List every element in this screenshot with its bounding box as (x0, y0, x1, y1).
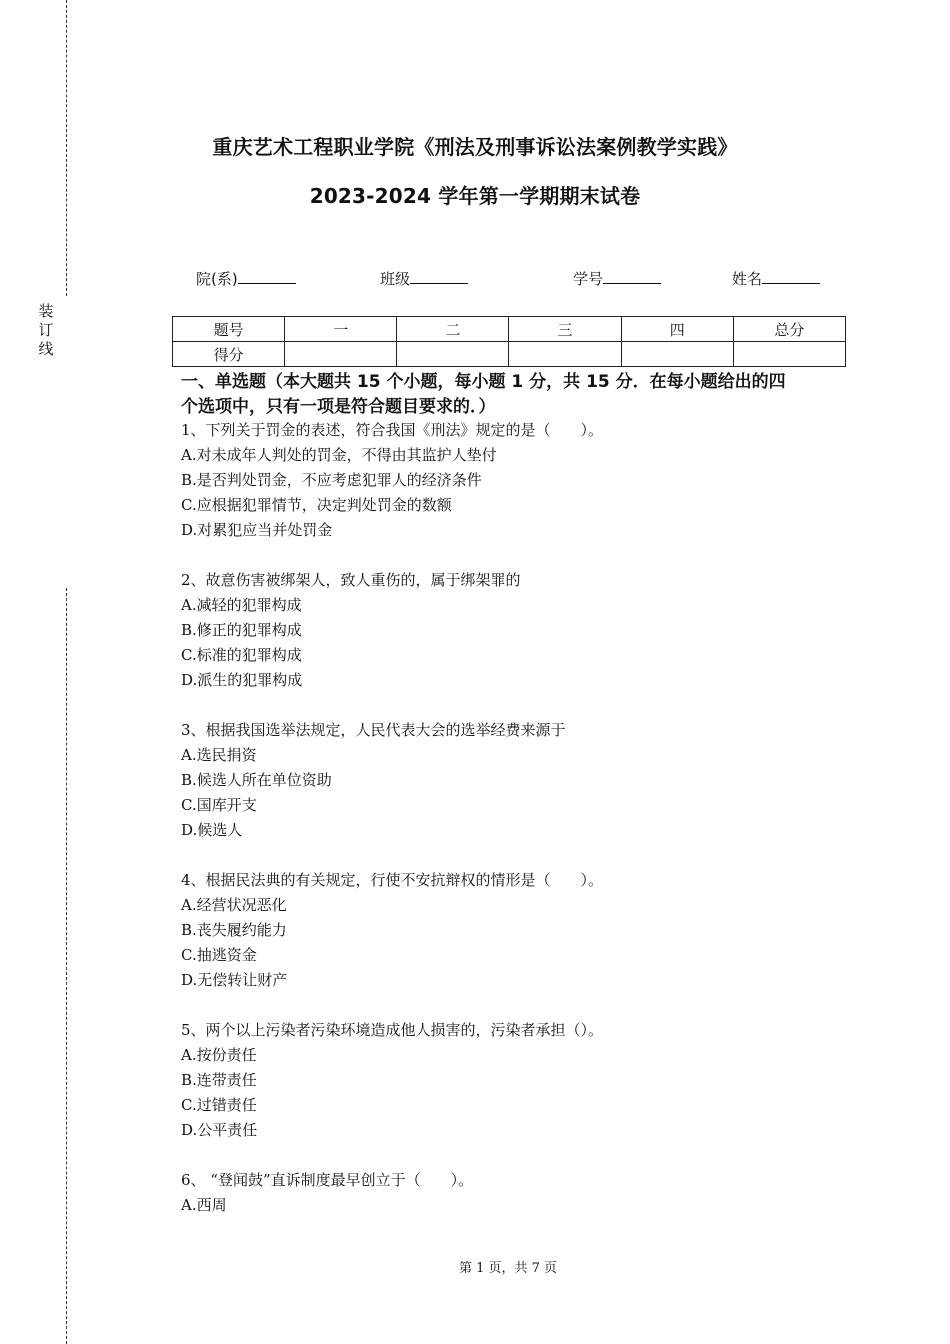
question-stem: 2、故意伤害被绑架人，致人重伤的，属于绑架罪的 (181, 571, 521, 589)
binding-label (36, 302, 56, 359)
score-table-cell: 一 (285, 317, 397, 342)
class-field (380, 268, 468, 289)
score-table-header-row (173, 317, 846, 342)
question-6 (181, 1168, 861, 1218)
score-entry-cell[interactable] (397, 342, 509, 367)
question-stem: 4、根据民法典的有关规定，行使不安抗辩权的情形是（ ）。 (181, 871, 604, 889)
score-table-score-row (173, 342, 846, 367)
name-field (732, 268, 820, 289)
question-5 (181, 1018, 861, 1143)
question-option: A.经营状况恶化 (181, 896, 287, 914)
student-info-row (0, 268, 950, 292)
college-blank[interactable] (238, 269, 296, 284)
student-id-blank[interactable] (603, 269, 661, 284)
page-footer: 第 1 页，共 7 页 (458, 1261, 558, 1276)
question-option: A.西周 (181, 1196, 227, 1214)
class-label: 班级 (380, 270, 411, 288)
question-option: C.国库开支 (181, 796, 257, 814)
score-entry-cell[interactable] (733, 342, 845, 367)
binding-char: 订 (38, 321, 54, 339)
binding-dashed-line-bottom (66, 588, 67, 1344)
college-field (196, 268, 296, 289)
college-label: 院(系) (196, 270, 238, 288)
question-option: A.对未成年人判处的罚金，不得由其监护人垫付 (181, 446, 497, 464)
score-table-cell: 二 (397, 317, 509, 342)
binding-char: 线 (38, 340, 54, 358)
section-heading-line: 一、单选题（本大题共 15 个小题，每小题 1 分，共 15 分．在每小题给出的四 (181, 372, 786, 392)
binding-char: 装 (38, 302, 54, 320)
question-option: B.连带责任 (181, 1071, 257, 1089)
exam-title-line2: 2023-2024 学年第一学期期末试卷 (309, 184, 641, 208)
question-stem: 3、根据我国选举法规定，人民代表大会的选举经费来源于 (181, 721, 566, 739)
question-4 (181, 868, 861, 993)
question-1 (181, 418, 861, 543)
score-table-cell: 得分 (173, 342, 285, 367)
question-2 (181, 568, 861, 693)
question-option: D.对累犯应当并处罚金 (181, 521, 333, 539)
score-table-cell: 四 (621, 317, 733, 342)
score-entry-cell[interactable] (285, 342, 397, 367)
exam-title-line1: 重庆艺术工程职业学院《刑法及刑事诉讼法案例教学实践》 (212, 135, 738, 159)
question-stem: 1、下列关于罚金的表述，符合我国《刑法》规定的是（ ）。 (181, 421, 604, 439)
class-blank[interactable] (410, 269, 468, 284)
question-option: C.过错责任 (181, 1096, 257, 1114)
section-heading-line: 个选项中，只有一项是符合题目要求的．） (181, 397, 496, 417)
question-option: D.派生的犯罪构成 (181, 671, 303, 689)
score-table-cell: 总分 (733, 317, 845, 342)
question-option: B.候选人所在单位资助 (181, 771, 332, 789)
score-entry-cell[interactable] (509, 342, 621, 367)
score-entry-cell[interactable] (621, 342, 733, 367)
question-option: A.按份责任 (181, 1046, 257, 1064)
question-stem: 5、两个以上污染者污染环境造成他人损害的，污染者承担（）。 (181, 1021, 604, 1039)
question-option: D.公平责任 (181, 1121, 258, 1139)
question-stem: 6、 “登闻鼓”直诉制度最早创立于（ ）。 (181, 1171, 474, 1189)
question-option: C.抽逃资金 (181, 946, 257, 964)
name-label: 姓名 (732, 270, 763, 288)
question-option: B.丧失履约能力 (181, 921, 287, 939)
question-option: D.候选人 (181, 821, 243, 839)
question-option: D.无偿转让财产 (181, 971, 288, 989)
student-id-field (573, 268, 661, 289)
question-option: A.选民捐资 (181, 746, 257, 764)
student-id-label: 学号 (573, 270, 604, 288)
score-table-cell: 三 (509, 317, 621, 342)
question-option: B.是否判处罚金，不应考虑犯罪人的经济条件 (181, 471, 482, 489)
question-option: A.减轻的犯罪构成 (181, 596, 302, 614)
section-heading (181, 370, 841, 420)
question-option: C.标准的犯罪构成 (181, 646, 302, 664)
question-option: C.应根据犯罪情节，决定判处罚金的数额 (181, 496, 452, 514)
question-option: B.修正的犯罪构成 (181, 621, 302, 639)
question-3 (181, 718, 861, 843)
name-blank[interactable] (762, 269, 820, 284)
score-table (172, 316, 846, 367)
question-list (181, 418, 861, 1243)
score-table-cell: 题号 (173, 317, 285, 342)
